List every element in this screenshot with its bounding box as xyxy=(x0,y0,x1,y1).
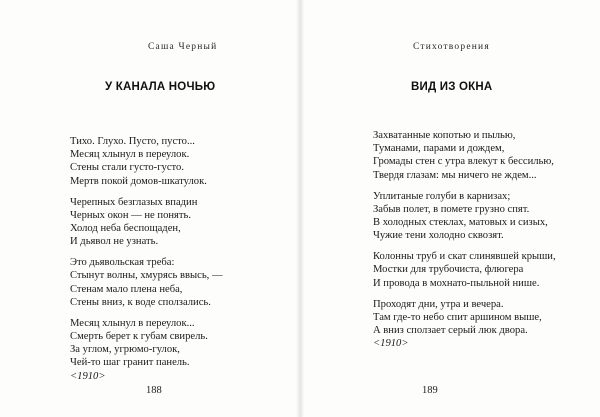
poem-line: Уплитаные голуби в карнизах; xyxy=(373,190,511,202)
poem-line: Холод неба беспощаден, xyxy=(70,223,181,235)
poem-line: Проходят дни, утра и вечера. xyxy=(373,298,504,310)
poem-line: Твердя глазам: мы ничего не ждем... xyxy=(373,169,537,181)
poem-date: <1910> xyxy=(373,338,409,350)
poem-line: Колонны труб и скат слинявшей крыши, xyxy=(373,251,556,263)
poem-line: Забыв полет, в помете грузно спят. xyxy=(373,203,530,215)
poem-line: За углом, угрюмо-гулок, xyxy=(70,344,180,356)
poem-line: Смерть берет к губам свирель. xyxy=(70,331,208,343)
stanza xyxy=(373,129,595,182)
poem-body xyxy=(70,135,290,391)
stanza xyxy=(70,256,290,309)
poem-date: <1910> xyxy=(70,370,106,382)
poem-line: Черепных безглазых впадин xyxy=(70,196,198,208)
poem-line: Месяц хлынул в переулок. xyxy=(70,149,190,161)
page-number: 189 xyxy=(422,385,438,396)
poem-line: Мостки для трубочиста, флюгера xyxy=(373,264,524,276)
poem-line: А вниз сползает серый люк двора. xyxy=(373,325,528,337)
running-head-author: Саша Черный xyxy=(148,42,218,52)
poem-line: Захватанные копотью и пылью, xyxy=(373,130,516,141)
poem-title: ВИД ИЗ ОКНА xyxy=(411,81,493,93)
running-head-section: Стихотворения xyxy=(413,42,490,52)
poem-line: Мертв покой домов-шкатулок. xyxy=(70,175,207,187)
poem-line: Там где-то небо спит аршином выше, xyxy=(373,311,542,323)
stanza xyxy=(70,135,290,188)
poem-line: Это дьявольская треба: xyxy=(70,257,175,269)
poem-line: Стены стали густо-густо. xyxy=(70,162,184,174)
poem-line: Громады стен с утра влекут к бессилью, xyxy=(373,156,554,168)
poem-line: Месяц хлынул в переулок... xyxy=(70,317,195,329)
poem-title: У КАНАЛА НОЧЬЮ xyxy=(105,81,216,93)
stanza xyxy=(70,317,290,383)
poem-line: Тихо. Глухо. Пусто, пусто... xyxy=(70,136,195,147)
poem-line: И дьявол не узнать. xyxy=(70,236,159,248)
page-number: 188 xyxy=(146,385,162,396)
stanza xyxy=(70,196,290,249)
stanza xyxy=(373,250,595,290)
poem-line: Стынут волны, хмурясь ввысь, — xyxy=(70,270,223,282)
poem-line: Чужие тени холодно сквозят. xyxy=(373,230,504,242)
poem-body xyxy=(373,129,595,358)
poem-line: В холодных стеклах, матовых и сизых, xyxy=(373,217,548,229)
stanza xyxy=(373,298,595,351)
poem-line: И провода в мохнато-пыльной нише. xyxy=(373,277,540,289)
poem-line: Чей-то шаг гранит панель. xyxy=(70,357,190,369)
poem-line: Туманами, парами и дождем, xyxy=(373,143,505,155)
right-page xyxy=(300,0,600,417)
stanza xyxy=(373,190,595,243)
poem-line: Стены вниз, к воде сползались. xyxy=(70,296,211,308)
poem-line: Стенам мало плена неба, xyxy=(70,283,183,295)
poem-line: Черных окон — не понять. xyxy=(70,209,192,221)
